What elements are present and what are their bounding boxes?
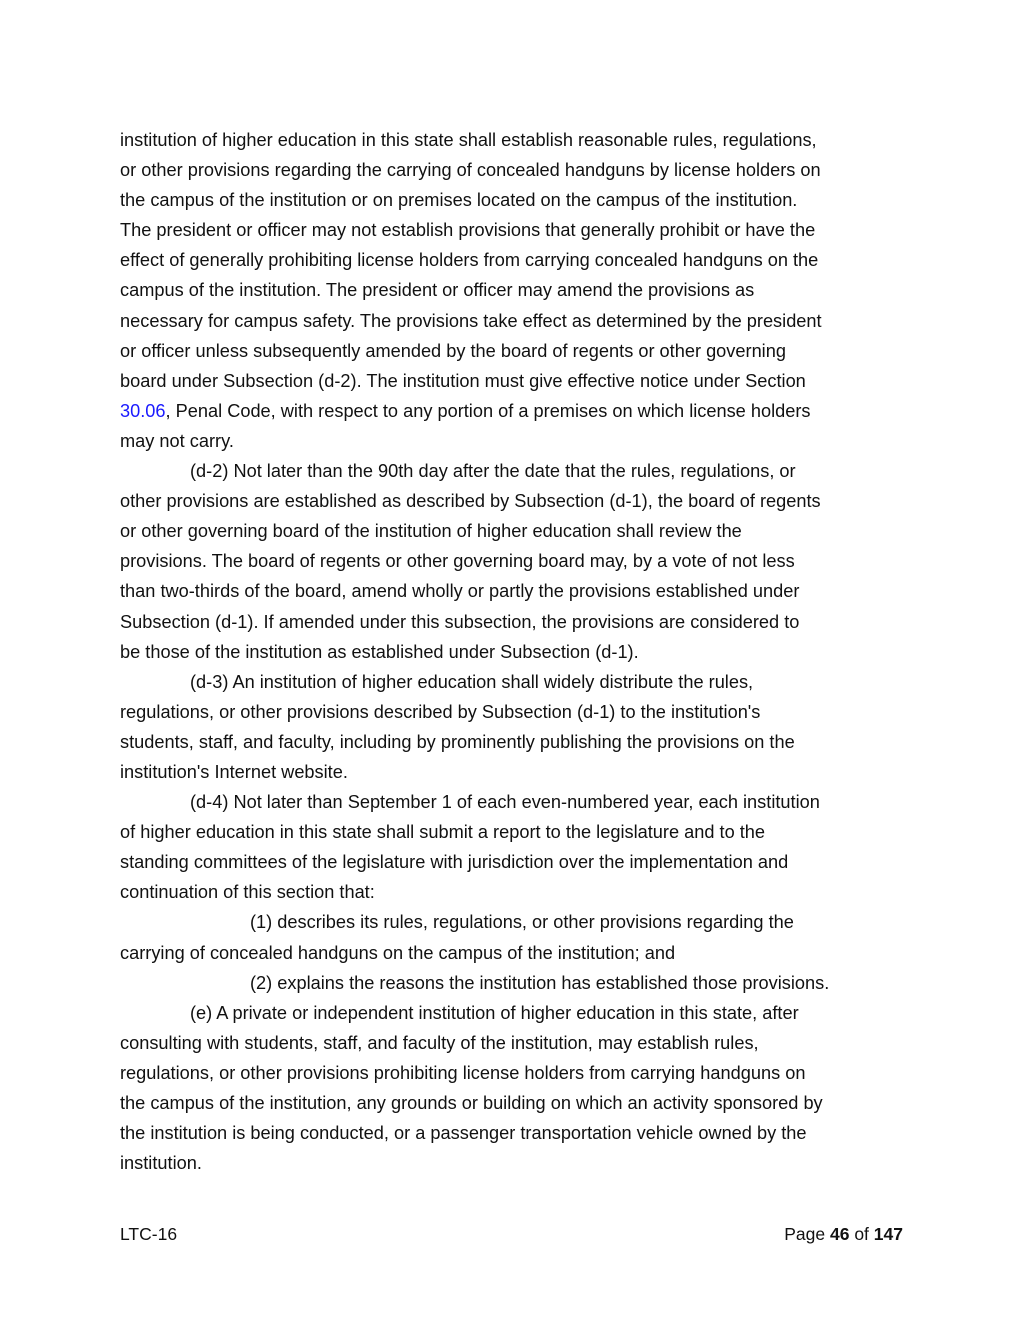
text-line: institution's Internet website.	[120, 761, 348, 782]
page-number: 46	[829, 1224, 850, 1244]
page-word: Page	[784, 1224, 826, 1244]
text-line: the institution is being conducted, or a passenger transportation vehicle owned by the	[120, 1123, 807, 1144]
page-total: 147	[873, 1224, 903, 1244]
text-line: carrying of concealed handguns on the campus of the institution; and	[120, 942, 676, 963]
text-line: consulting with students, staff, and faculty of the institution, may establish rules,	[120, 1032, 759, 1053]
paragraph-d4-start: (d-4) Not later than September 1 of each even-numbered year, each institution	[190, 792, 820, 813]
paragraph-d2-start: (d-2) Not later than the 90th day after the date that the rules, regulations, or	[190, 461, 796, 482]
paragraph-d3-start: (d-3) An institution of higher education shall widely distribute the rules,	[190, 671, 754, 692]
text-line: campus of the institution. The president or officer may amend the provisions as	[120, 280, 755, 301]
text-line: institution.	[120, 1153, 202, 1174]
text-line: be those of the institution as established under Subsection (d-1).	[120, 641, 639, 662]
text-line: institution of higher education in this state shall establish reasonable rules, regulations,	[120, 130, 817, 150]
text-line: of higher education in this state shall submit a report to the legislature and to the	[120, 822, 766, 843]
text-line: effect of generally prohibiting license holders from carrying concealed handguns on the	[120, 250, 819, 271]
document-body	[120, 125, 910, 1178]
list-item-2: (2) explains the reasons the institution has established those provisions.	[250, 972, 830, 993]
text-line: board under Subsection (d-2). The institution must give effective notice under Section	[120, 370, 806, 391]
text-line-with-link	[120, 396, 910, 426]
section-30-06-link[interactable]: 30.06	[120, 400, 166, 421]
text-line: students, staff, and faculty, including by prominently publishing the provisions on the	[120, 731, 795, 752]
text-line: the campus of the institution or on premises located on the campus of the institution.	[120, 190, 798, 211]
text-line: other provisions are established as described by Subsection (d-1), the board of regents	[120, 491, 821, 512]
of-word: of	[854, 1224, 869, 1244]
text-line: the campus of the institution, any grounds or building on which an activity sponsored by	[120, 1093, 823, 1113]
text-line: or other provisions regarding the carrying of concealed handguns by license holders on	[120, 160, 821, 181]
text-line: than two-thirds of the board, amend wholly or partly the provisions established under	[120, 581, 800, 602]
list-item-1-start: (1) describes its rules, regulations, or other provisions regarding the	[250, 912, 794, 933]
text-fragment: , Penal Code, with respect to any portion of a premises on which license holders	[165, 400, 811, 421]
text-line: continuation of this section that:	[120, 882, 375, 903]
text-line: or officer unless subsequently amended by the board of regents or other governing	[120, 340, 786, 361]
text-line: regulations, or other provisions described by Subsection (d-1) to the institution's	[120, 701, 761, 722]
text-line: standing committees of the legislature with jurisdiction over the implementation and	[120, 852, 789, 873]
text-line: may not carry.	[120, 430, 234, 451]
text-line: or other governing board of the institution of higher education shall review the	[120, 521, 742, 542]
footer-page-counter	[784, 1222, 903, 1246]
paragraph-e-start: (e) A private or independent institution of higher education in this state, after	[190, 1002, 799, 1023]
text-line: provisions. The board of regents or other governing board may, by a vote of not less	[120, 551, 795, 572]
text-line: regulations, or other provisions prohibiting license holders from carrying handguns on	[120, 1062, 806, 1083]
text-line: Subsection (d-1). If amended under this subsection, the provisions are considered to	[120, 611, 800, 632]
text-line: necessary for campus safety. The provisions take effect as determined by the president	[120, 310, 822, 331]
footer-doc-code: LTC-16	[120, 1224, 178, 1244]
text-line: The president or officer may not establish provisions that generally prohibit or have the	[120, 220, 816, 241]
